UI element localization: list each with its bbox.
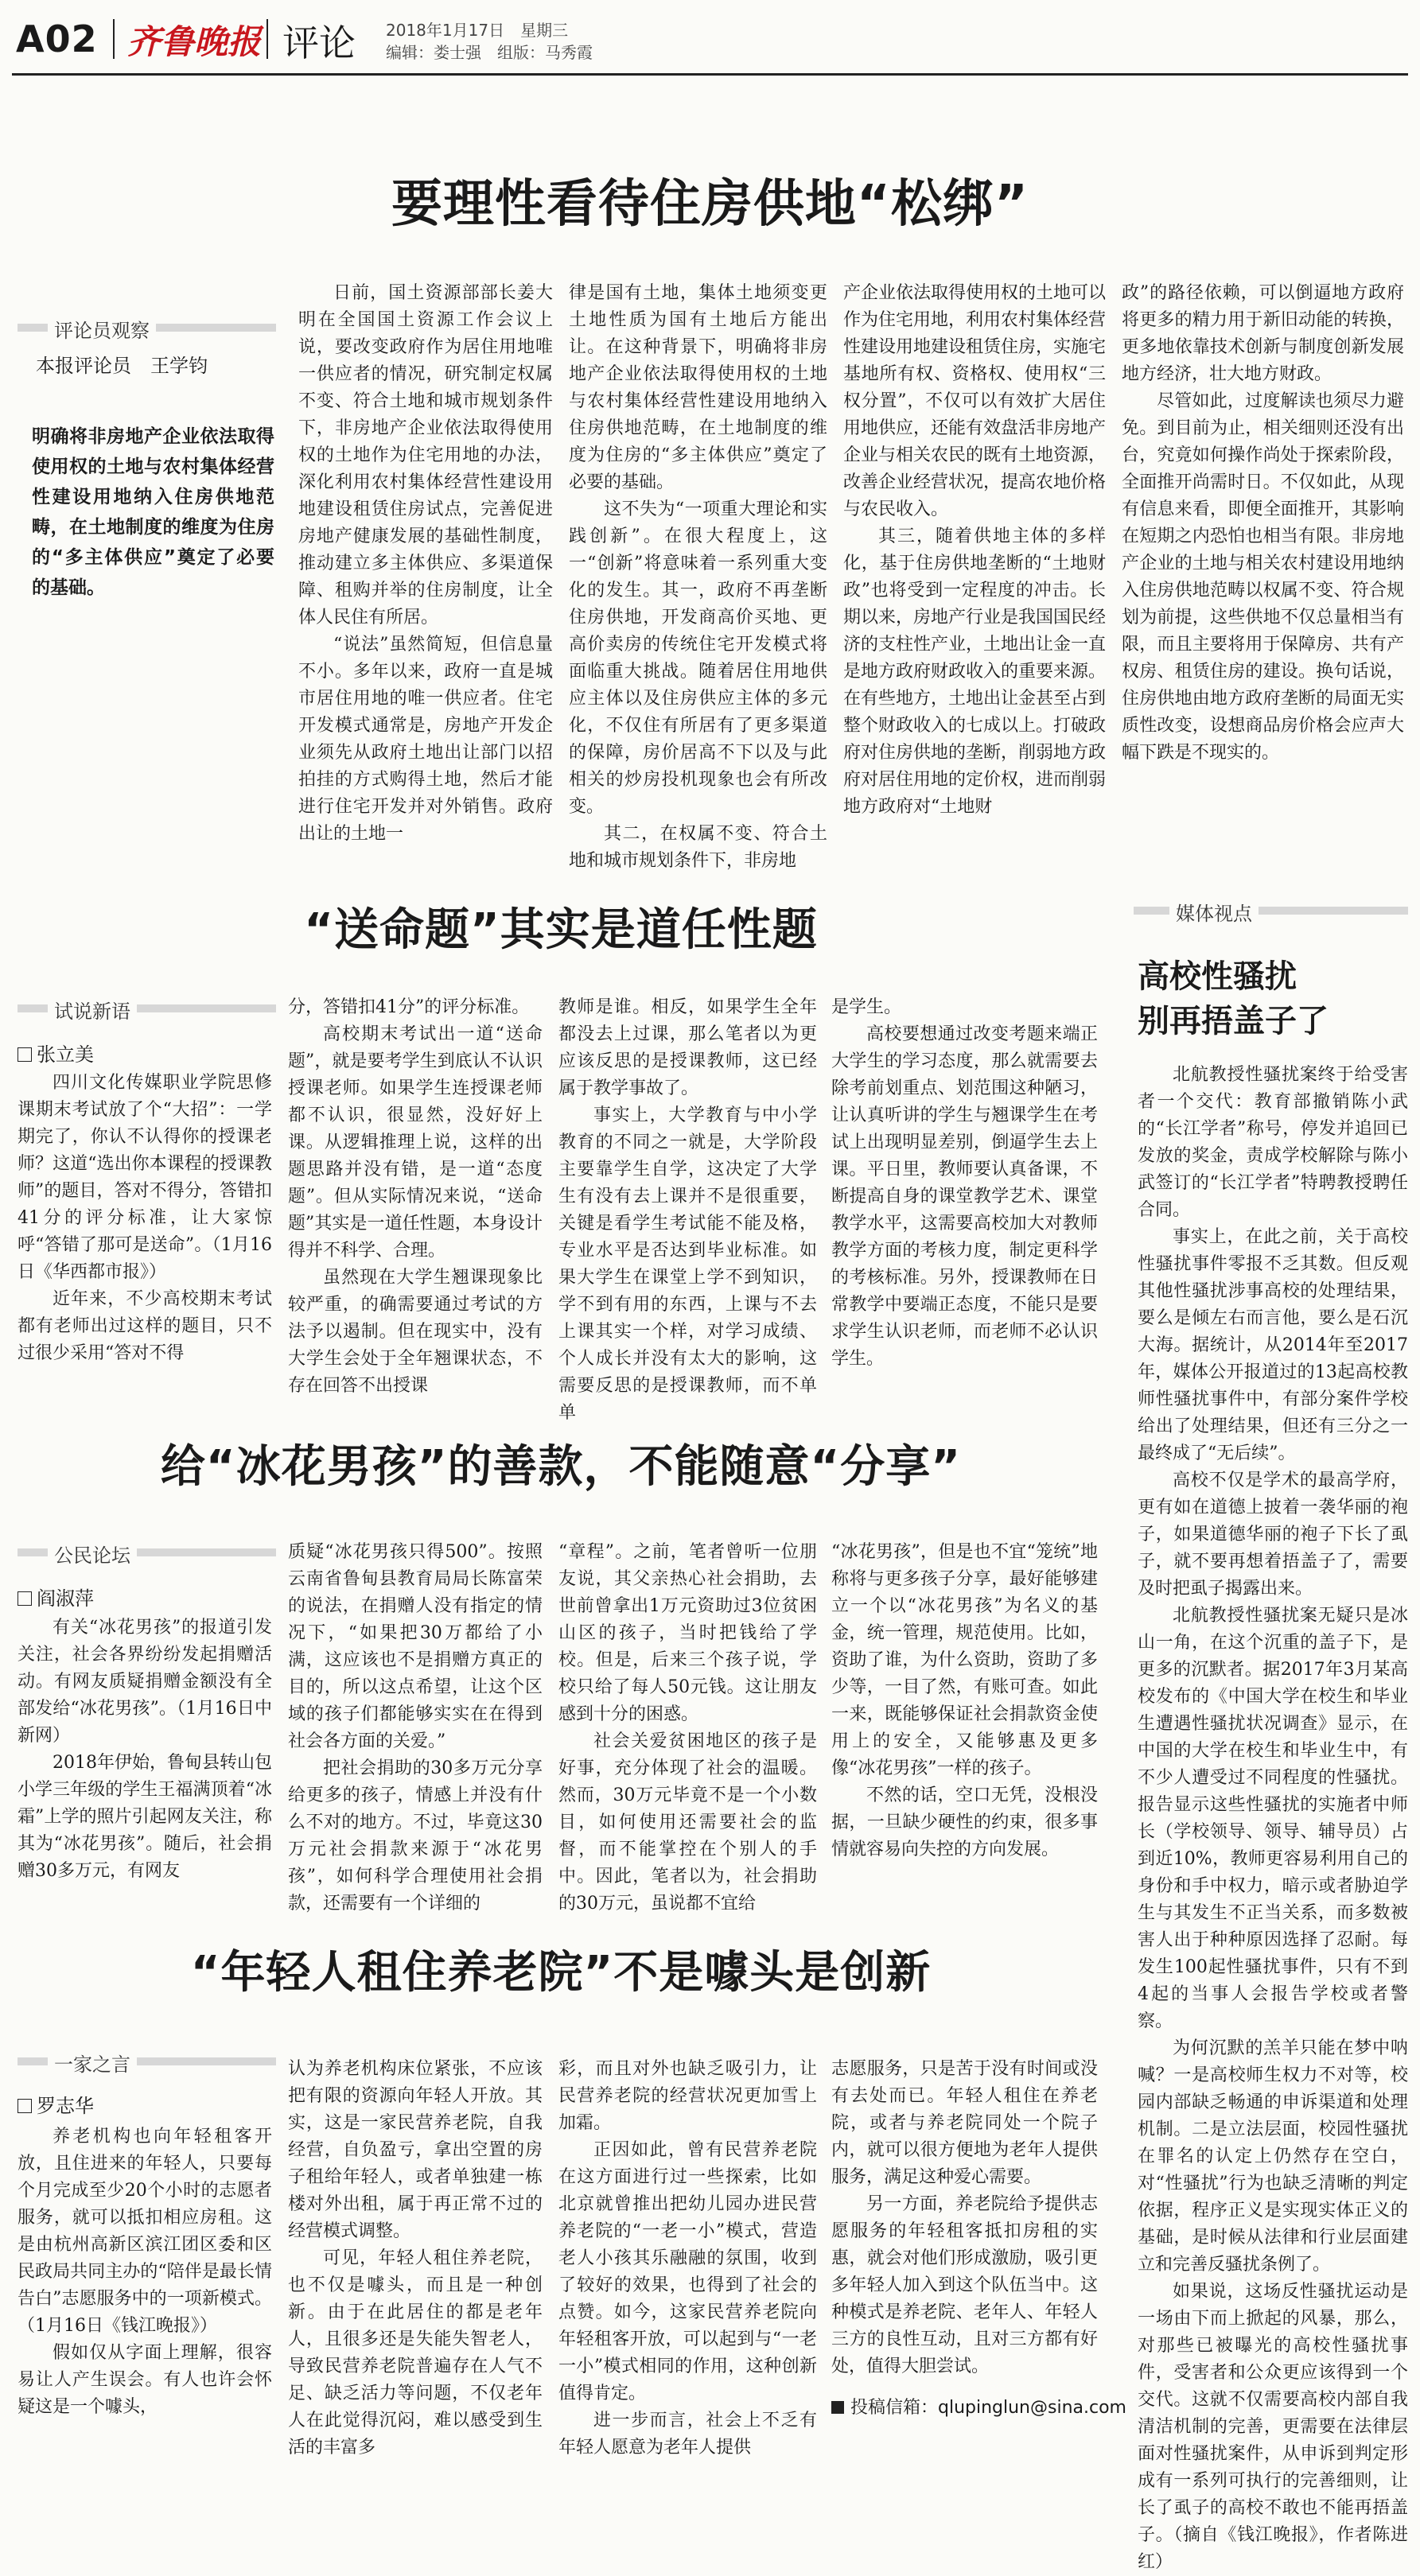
square-icon [18, 1047, 32, 1062]
author-line [18, 1039, 94, 1067]
date-line: 2018年1月17日 星期三 [386, 21, 569, 40]
article3-column-1: 有关“冰花男孩”的报道引发关注，社会各界纷纷发起捐赠活动。有网友质疑捐赠金额没有全部发给“冰花男孩”。（1月16日中新网） 2018年伊始，鲁甸县转山包小学三年级的学生王福满顶着“冰霜”上学的照片引起网友关注，称其为“冰花男孩”。随后，社会捐赠30多万元，有网友 [18, 1618, 272, 1881]
article1-column-3: 产企业依法取得使用权的土地可以作为住宅用地，利用农村集体经营性建设用地建设租赁住房，实施宅基地所有权、资格权、使用权“三权分置”，不仅可以有效扩大居住用地供应，还能有效盘活非房地产企业与相关农民的既有土地资源，改善企业经营状况，提高农地价格与农民收入。 其三，随着供地主体的多样化，基于住房供地垄断的“土地财政”也将受到一定程度的冲击。长期以来，房地产行业是我国国民经济的支柱性产业，土地出让金一直是地方政府财政收入的重要来源。在有些地方，土地出让金甚至占到整个财政收入的七成以上。打破政府对住房供地的垄断，削弱地方政府对居住用地的定价权，进而削弱地方政府对“土地财 [843, 283, 1107, 817]
column-tag: 一家之言 [48, 2049, 137, 2077]
article2-column-1: 四川文化传媒职业学院思修课期末考试放了个“大招”：一学期完了，你认不认得你的授课老师？这道“选出你本课程的授课教师”的题目，答对不得分，答错扣41分的评分标准，让大家惊呼“答错了那可是送命”。（1月16日《华西都市报》） 近年来，不少高校期末考试都有老师出过这样的题目，只不过很少采用“答对不得 [18, 1073, 272, 1363]
article1-column-4: 政”的路径依赖，可以倒逼地方政府将更多的精力用于新旧动能的转换，更多地依靠技术创新与制度创新发展地方经济，壮大地方财政。 尽管如此，过度解读也须尽力避免。到目前为止，相关细则还没有出台，究竟如何操作尚处于探索阶段，全面推开尚需时日。不仅如此，从现有信息来看，即便全面推开，其影响在短期之内恐怕也相当有限。非房地产企业的土地与相关农村建设用地纳入住房供地范畴以权属不变、符合规划为前提，这些供地不仅总量相当有限，而且主要将用于保障房、共有产权房、租赁住房的建设。换句话说，住房供地由地方政府垄断的局面无实质性改变，设想商品房价格会应声大幅下跌是不现实的。 [1122, 283, 1404, 763]
article2-column-3: 教师是谁。相反，如果学生全年都没去上过课，那么笔者以为更应该反思的是授课教师，这已经属于教学事故了。 事实上，大学教育与中小学教育的不同之一就是，大学阶段主要靠学生自学，这决定了大学生有没有去上课并不是很重要，关键是看学生考试能不能及格，专业水平是否达到毕业标准。如果大学生在课堂上学不到知识，学不到有用的东西，上课与不去上课其实一个样，对学习成绩、个人成长并没有太大的影响，这需要反思的是授课教师，而不单单 [558, 997, 817, 1423]
sidebar-title-line1: 高校性骚扰 [1138, 958, 1297, 995]
article1-headline: 要理性看待住房供地“松绑” [391, 175, 1029, 234]
article4-column-1: 养老机构也向年轻租客开放，且住进来的年轻人，只要每个月完成至少20个小时的志愿者服务，就可以抵扣相应房租。这是由杭州高新区滨江团区委和区民政局共同主办的“陪伴是最长情告白”志愿服务中的一项新模式。（1月16日《钱江晚报》） 假如仅从字面上理解，很容易让人产生误会。有人也许会怀疑这是一个噱头， [18, 2127, 272, 2417]
byline: 本报评论员 王学钧 [36, 355, 208, 377]
newspaper-logo: 齐鲁晚报 [127, 22, 262, 61]
page-number: A02 [16, 17, 98, 60]
header-meta [386, 19, 593, 64]
submission-email [831, 2394, 1126, 2419]
column-tag: 媒体视点 [1169, 898, 1259, 926]
header-divider [266, 19, 268, 59]
article1-column-2: 律是国有土地，集体土地须变更土地性质为国有土地后方能出让。在这种背景下，明确将非房地产企业依法取得使用权的土地与农村集体经营性建设用地纳入住房供地范畴，在土地制度的维度为住房的“多主体供应”奠定了必要的基础。 这不失为“一项重大理论和实践创新”。在很大程度上，这一“创新”将意味着一系列重大变化的发生。其一，政府不再垄断住房供地，开发商高价买地、更高价卖房的传统住宅开发模式将面临重大挑战。随着居住用地供应主体以及住房供应主体的多元化，不仅住有所居有了更多渠道的保障，房价居高不下以及与此相关的炒房投机现象也会有所改变。 其二，在权属不变、符合土地和城市规划条件下，非房地 [569, 283, 827, 871]
article2-column-4: 是学生。 高校要想通过改变考题来端正大学生的学习态度，那么就需要去除考前划重点、划范围这种陋习，让认真听讲的学生与翘课学生在考试上出现明显差别，倒逼学生去上课。平日里，教师要认真备课，不断提高自身的课堂教学艺术、课堂教学水平，这需要高校加大对教师教学方面的考核力度，制定更科学的考核标准。另外，授课教师在日常教学中要端正态度，不能只是要求学生认识老师，而老师不必认识学生。 [831, 997, 1098, 1369]
article2-headline: “送命题”其实是道任性题 [304, 904, 818, 956]
column-tag: 评论员观察 [48, 315, 156, 343]
article3-column-4: “冰花男孩”，但是也不宜“笼统”地称将与更多孩子分享，最好能够建立一个以“冰花男孩”为名义的基金，统一管理，规范使用。比如，资助了谁，为什么资助，资助了多少等，一目了然，有账可查。如此一来，既能够保证社会捐款资金使用上的安全，又能够惠及更多像“冰花男孩”一样的孩子。 不然的话，空口无凭，没根没据，一旦缺少硬性的约束，很多事情就容易向失控的方向发展。 [831, 1542, 1098, 1859]
header-rule [12, 73, 1408, 76]
author-line [18, 1583, 94, 1610]
lead-summary: 明确将非房地产企业依法取得使用权的土地与农村集体经营性建设用地纳入住房供地范畴，在土地制度的维度为住房的“多主体供应”奠定了必要的基础。 [32, 426, 274, 598]
editor-line: 编辑：娄士强 组版：马秀霞 [386, 43, 593, 62]
header-divider [113, 19, 115, 59]
sidebar-title [1138, 954, 1329, 1043]
article4-column-3: 彩，而且对外也缺乏吸引力，让民营养老院的经营状况更加雪上加霜。 正因如此，曾有民营养老院在这方面进行过一些探索，比如北京就曾推出把幼儿园办进民营养老院的“一老一小”模式，营造老人小孩其乐融融的氛围，收到了较好的效果，也得到了社会的点赞。如今，这家民营养老院向年轻租客开放，可以起到与“一老一小”模式相同的作用，这种创新值得肯定。 进一步而言，社会上不乏有年轻人愿意为老年人提供 [558, 2059, 817, 2457]
author-name: 罗志华 [37, 2095, 94, 2117]
square-icon [18, 2099, 32, 2113]
article3-column-2: 质疑“冰花男孩只得500”。按照云南省鲁甸县教育局局长陈富荣的说法，在捐赠人没有指定的情况下，“如果把30万都给了小满，这应该也不是捐赠方真正的目的，所以这点希望，让这个区域的孩子们都能够实实在在得到社会各方面的关爱。” 把社会捐助的30多万元分享给更多的孩子，情感上并没有什么不对的地方。不过，毕竟这30万元社会捐款来源于“冰花男孩”，如何科学合理使用社会捐款，还需要有一个详细的 [288, 1542, 543, 1914]
article1-column-1: 日前，国土资源部部长姜大明在全国国土资源工作会议上说，要改变政府作为居住用地唯一供应者的情况，研究制定权属不变、符合土地和城市规划条件下，非房地产企业依法取得使用权的土地作为住宅用地的办法，深化利用农村集体经营性建设用地建设租赁住房试点，完善促进房地产健康发展的基础性制度，推动建立多主体供应、多渠道保障、租购并举的住房制度，让全体人民住有所居。 “说法”虽然简短，但信息量不小。多年以来，政府一直是城市居住用地的唯一供应者。住宅开发模式通常是，房地产开发企业须先从政府土地出让部门以招拍挂的方式购得土地，然后才能进行住宅开发并对外销售。政府出让的土地一 [298, 283, 553, 844]
section-title: 评论 [282, 21, 356, 64]
article4-headline: “年轻人租住养老院”不是噱头是创新 [190, 1947, 932, 1999]
author-name: 阎淑萍 [37, 1587, 94, 1610]
sidebar-body: 北航教授性骚扰案终于给受害者一个交代：教育部撤销陈小武的“长江学者”称号，停发并追回已发放的奖金，责成学校解除与陈小武签订的“长江学者”特聘教授聘任合同。 事实上，在此之前，关于高校性骚扰事件零报不乏其数。但反观其他性骚扰涉事高校的处理结果，要么是倾左右而言他，要么是石沉大海。据统计，从2014年至2017年，媒体公开报道过的13起高校教师性骚扰事件中，有部分案件学校给出了处理结果，但还有三分之一最终成了“无后续”。 高校不仅是学术的最高学府，更有如在道德上披着一袭华丽的袍子，如果道德华丽的袍子下长了虱子，就不要再想着捂盖子了，需要及时把虱子揭露出来。 北航教授性骚扰案无疑只是冰山一角，在这个沉重的盖子下，是更多的沉默者。据2017年3月某高校发布的《中国大学在校生和毕业生遭遇性骚扰状况调查》显示，在中国的大学在校生和毕业生中，有不少人遭受过不同程度的性骚扰。报告显示这些性骚扰的实施者中师长（学校领导、领导、辅导员）占到近10%，教师更容易利用自己的身份和手中权力，暗示或者胁迫学生与其发生不正当关系，而多数被害人出于种种原因选择了忍耐。每发生100起性骚扰事件，只有不到4起的当事人会报告学校或者警察。 为何沉默的羔羊只能在梦中呐喊？一是高校师生权力不对等，校园内部缺乏畅通的申诉渠道和处理机制。二是立法层面，校园性骚扰在罪名的认定上仍然存在空白，对“性骚扰”行为也缺乏清晰的判定依据，程序正义是实现实体正义的基础，是时候从法律和行业层面建立和完善反骚扰条例了。 如果说，这场反性骚扰运动是一场由下而上掀起的风暴，那么，对那些已被曝光的高校性骚扰事件，受害者和公众更应该得到一个交代。这就不仅需要高校内部自我清洁机制的完善，更需要在法律层面对性骚扰案件，从申诉到判定形成有一系列可执行的完善细则，让长了虱子的高校不敢也不能再捂盖子。（摘自《钱江晚报》，作者陈进红） [1138, 1065, 1408, 2572]
article2-column-2: 分，答错扣41分”的评分标准。 高校期末考试出一道“送命题”，就是要考学生到底认不认识授课老师。如果学生连授课老师都不认识，很显然，没好好上课。从逻辑推理上说，这样的出题思路并没有错，是一道“态度题”。但从实际情况来说，“送命题”其实是一道任性题，本身设计得并不科学、合理。 虽然现在大学生翘课现象比较严重，的确需要通过考试的方法予以遏制。但在现实中，没有大学生会处于全年翘课状态，不存在回答不出授课 [288, 997, 543, 1396]
column-tag: 公民论坛 [48, 1540, 137, 1568]
square-bullet-icon [831, 2401, 844, 2414]
article4-column-4: 志愿服务，只是苦于没有时间或没有去处而已。年轻人租住在养老院，或者与养老院同处一个院子内，就可以很方便地为老年人提供服务，满足这种爱心需要。 另一方面，养老院给予提供志愿服务的年轻租客抵扣房租的实惠，就会对他们形成激励，吸引更多年轻人加入到这个队伍当中。这种模式是养老院、老年人、年轻人三方的良性互动，且对三方都有好处，值得大胆尝试。 [831, 2059, 1098, 2376]
email-text: 投稿信箱：qlupinglun@sina.com [850, 2398, 1126, 2418]
author-name: 张立美 [37, 1043, 94, 1066]
square-icon [18, 1591, 32, 1606]
sidebar-title-line2: 别再捂盖子了 [1138, 1003, 1329, 1039]
article4-column-2: 认为养老机构床位紧张，不应该把有限的资源向年轻人开放。其实，这是一家民营养老院，自我经营，自负盈亏，拿出空置的房子租给年轻人，或者单独建一栋楼对外出租，属于再正常不过的经营模式调整。 可见，年轻人租住养老院，也不仅是噱头，而且是一种创新。由于在此居住的都是老年人，且很多还是失能失智老人，导致民营养老院普遍存在人气不足、缺乏活力等问题，不仅老年人在此觉得沉闷，难以感受到生活的丰富多 [288, 2059, 543, 2457]
article3-column-3: “章程”。之前，笔者曾听一位朋友说，其父亲热心社会捐助，去世前曾拿出1万元资助过3位贫困山区的孩子，当时把钱给了学校。但是，后来三个孩子说，学校只给了每人50元钱。这让朋友感到十分的困惑。 社会关爱贫困地区的孩子是好事，充分体现了社会的温暖。然而，30万元毕竟不是一个小数目，如何使用还需要社会的监督，而不能掌控在个别人的手中。因此，笔者以为，社会捐助的30万元，虽说都不宜给 [558, 1542, 817, 1914]
author-line [18, 2090, 94, 2118]
article3-headline: 给“冰花男孩”的善款，不能随意“分享” [160, 1441, 962, 1493]
column-tag: 试说新语 [48, 996, 137, 1024]
